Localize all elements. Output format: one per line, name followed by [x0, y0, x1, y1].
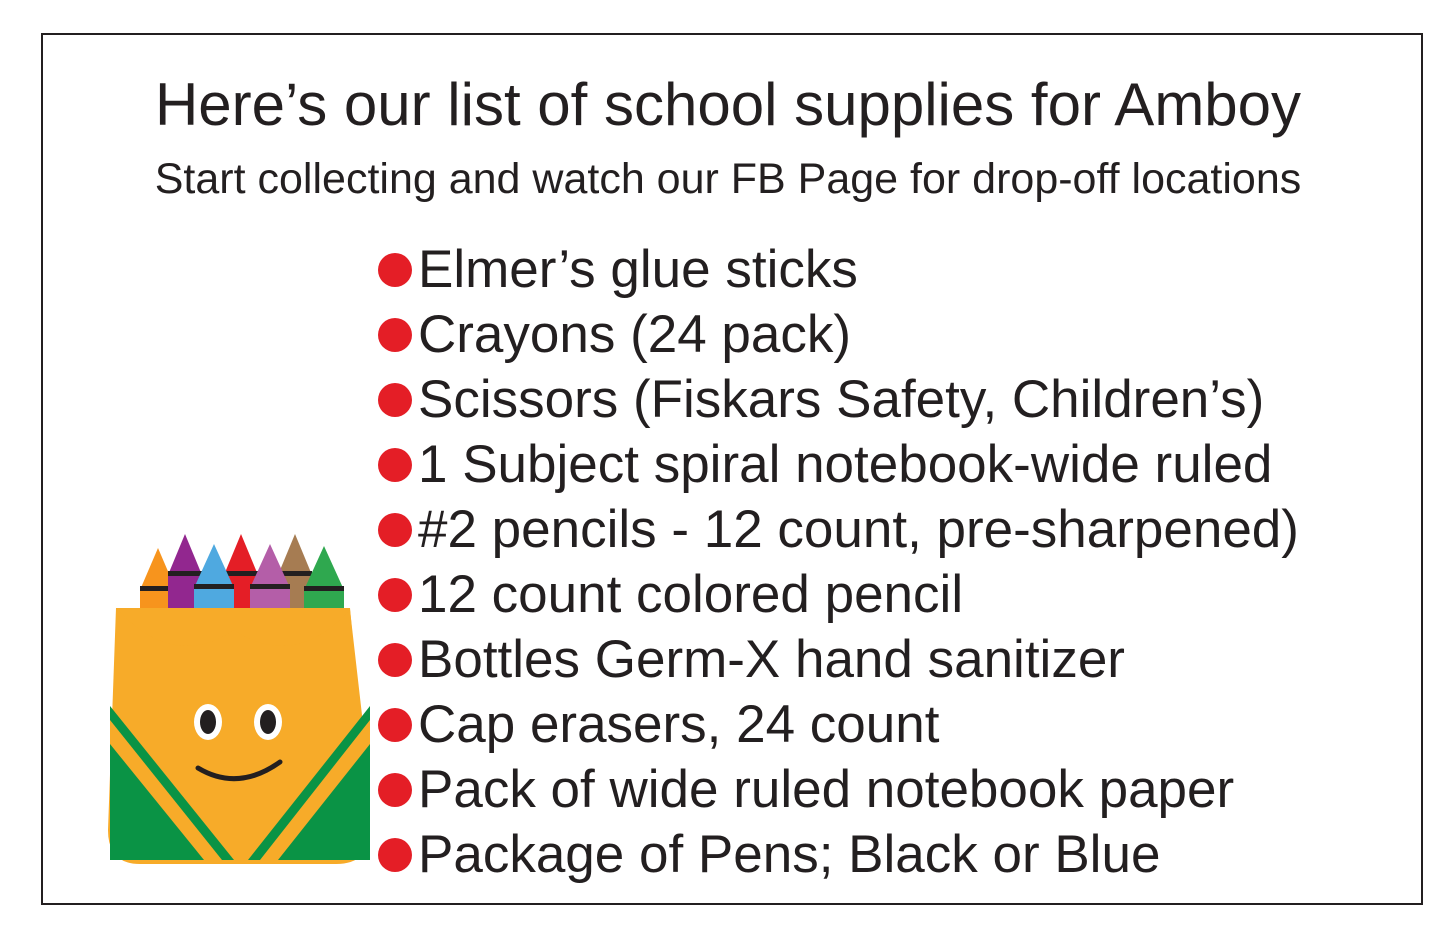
bullet-icon — [378, 773, 412, 807]
list-item-text: 12 count colored pencil — [418, 564, 964, 624]
list-item — [378, 562, 1299, 627]
bullet-icon — [378, 578, 412, 612]
list-item — [378, 237, 1299, 302]
supply-list — [378, 237, 1299, 887]
list-item-text: Package of Pens; Black or Blue — [418, 824, 1161, 884]
list-item — [378, 432, 1299, 497]
list-item-text: Elmer’s glue sticks — [418, 239, 858, 299]
list-item-text: Bottles Germ-X hand sanitizer — [418, 629, 1125, 689]
list-item-text: Crayons (24 pack) — [418, 304, 852, 364]
bullet-icon — [378, 253, 412, 287]
list-item-text: Pack of wide ruled notebook paper — [418, 759, 1235, 819]
list-item-text: #2 pencils - 12 count, pre-sharpened) — [418, 499, 1299, 559]
list-item — [378, 497, 1299, 562]
crayon-box-icon — [104, 530, 378, 870]
list-item — [378, 367, 1299, 432]
bullet-icon — [378, 513, 412, 547]
page-title: Here’s our list of school supplies for Amboy — [154, 71, 1302, 138]
bullet-icon — [378, 318, 412, 352]
list-item-text: Cap erasers, 24 count — [418, 694, 940, 754]
page-subtitle: Start collecting and watch our FB Page for drop-off locations — [154, 155, 1302, 203]
list-item — [378, 627, 1299, 692]
bullet-icon — [378, 643, 412, 677]
list-item — [378, 302, 1299, 367]
bullet-icon — [378, 708, 412, 742]
list-item — [378, 757, 1299, 822]
bullet-icon — [378, 838, 412, 872]
list-item-text: 1 Subject spiral notebook-wide ruled — [418, 434, 1273, 494]
list-item — [378, 822, 1299, 887]
list-item-text: Scissors (Fiskars Safety, Children’s) — [418, 369, 1265, 429]
bullet-icon — [378, 448, 412, 482]
bullet-icon — [378, 383, 412, 417]
list-item — [378, 692, 1299, 757]
